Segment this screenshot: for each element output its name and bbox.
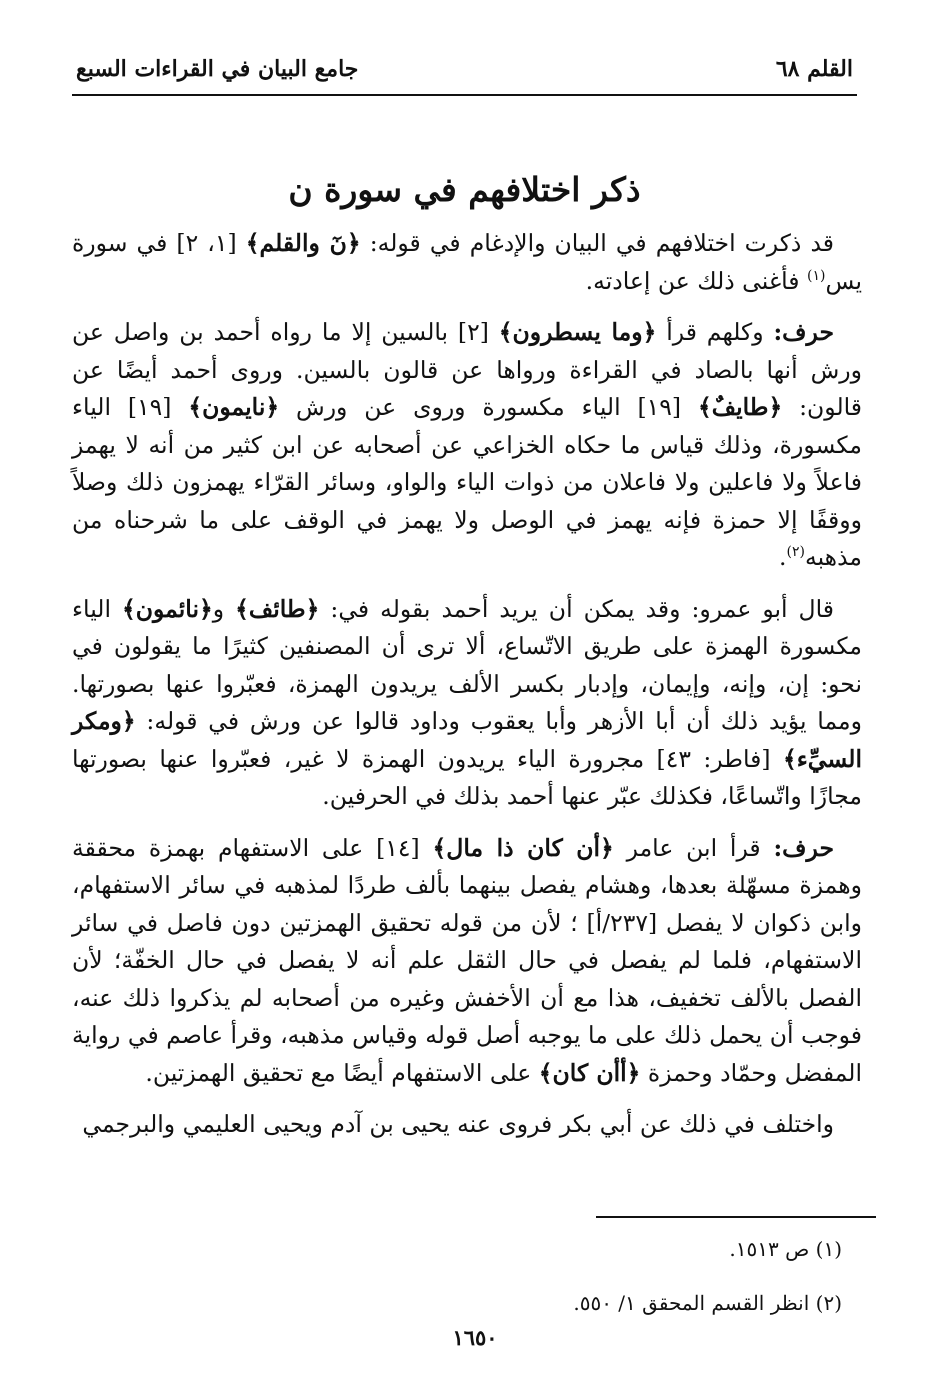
quran-citation: ﴿نايمون﴾ <box>188 393 280 421</box>
page-number: ١٦٥٠ <box>452 1325 498 1350</box>
text-span: قال أبو عمرو: وقد يمكن أن يريد أحمد بقوله في: <box>319 594 835 623</box>
text-span: [٢] بالسين إلا ما رواه أحمد بن واصل عن ورش أنها بالصاد في القراءة ورواها عن قالون بالسين. وروى أحمد أيضًا عن قالون: <box>72 318 863 421</box>
quran-citation: ﴿طايفٌ﴾ <box>697 393 783 421</box>
footnotes <box>72 1232 842 1340</box>
text-span: قرأ ابن عامر <box>613 833 774 862</box>
quran-citation: ﴿نائمون﴾ <box>122 594 213 623</box>
harf-label: حرف: <box>773 318 834 346</box>
paragraph-4 <box>72 830 862 1093</box>
quran-citation: ﴿أن كان ذا مال﴾ <box>432 833 614 862</box>
quran-citation: ﴿نٓ والقلم﴾ <box>245 229 361 257</box>
quran-citation: ﴿أأن كان﴾ <box>538 1058 641 1087</box>
quran-citation: ﴿وما يسطرون﴾ <box>498 318 657 346</box>
text-span: . <box>779 543 787 571</box>
text-span: [١، ٢] في سورة يس <box>72 229 862 295</box>
text-span: واختلف في ذلك عن أبي بكر فروى عنه يحيى بن آدم ويحيى العليمي والبرجمي <box>82 1110 834 1138</box>
main-text <box>72 225 862 1158</box>
paragraph-2 <box>72 314 862 577</box>
footnote-marker: (١) <box>807 267 826 284</box>
text-span: وكلهم قرأ <box>656 318 774 346</box>
header-book-title: جامع البيان في القراءات السبع <box>76 56 359 82</box>
running-header <box>72 52 857 96</box>
text-span: [١٩] الياء مكسورة وروى عن ورش <box>279 393 698 421</box>
text-span: و <box>212 594 236 623</box>
text-span: [١٤] على الاستفهام بهمزة محققة وهمزة مسهّلة بعدها، وهشام يفصل بينهما بألف طردًا لمذهبه في سائر الاستفهام، وابن ذكوان لا يفصل [٢٣٧/أ] ؛ لأن من قوله تحقيق الهمزتين دون فاصل في سائر الاستفهام، فلما لم يفصل في حال الثقل علم أنه لا يفصل في حال الخفّة؛ لأن الفصل بالألف تخفيف، هذا مع أن الأخفش وغيره من أصحابه لم يذكروا ذلك عنه، فوجب أن يحمل ذلك على ما يوجبه أصل قوله وقياس مذهبه، وقرأ عاصم في رواية المفضل وحمّاد وحمزة <box>72 833 862 1087</box>
quran-citation: ﴿طائف﴾ <box>235 594 320 623</box>
text-span: الياء مكسورة الهمزة على طريق الاتّساع، ألا ترى أن المصنفين كثيرًا ما يقولون في نحو: إن، وإنه، وإيمان، وإدبار بكسر الألف يريدون الهمزة، فعبّروا عنها بصورتها. ومما يؤيد ذلك أن أبا الأزهر وأبا يعقوب وداود قالوا عن ورش في قوله: <box>72 594 862 735</box>
paragraph-5 <box>72 1106 862 1144</box>
header-surah: القلم ٦٨ <box>775 56 853 82</box>
footnote-1: (١) ص ١٥١٣. <box>729 1237 842 1261</box>
harf-label: حرف: <box>773 833 835 862</box>
text-span: قد ذكرت اختلافهم في البيان والإدغام في قوله: <box>360 229 835 257</box>
paragraph-1 <box>72 225 862 300</box>
section-title: ذكر اختلافهم في سورة ن <box>288 170 641 209</box>
footnote-separator <box>596 1216 876 1218</box>
text-span: على الاستفهام أيضًا مع تحقيق الهمزتين. <box>145 1058 539 1087</box>
paragraph-3 <box>72 591 862 816</box>
footnote-2: (٢) انظر القسم المحقق ١/ ٥٥٠. <box>573 1291 842 1315</box>
footnote-marker: (٢) <box>786 544 805 561</box>
text-span: [١٩] الياء مكسورة، وذلك قياس ما حكاه الخزاعي عن أصحابه عن ابن كثير من أنه لا يهمز فاعلاً ولا فاعلين ولا فاعلان من ذوات الياء والواو، وسائر القرّاء يهمزون ذلك وصلاً ووقفًا إلا حمزة فإنه يهمز في الوصل ولا يهمز في الوقف على ما شرحناه من مذهبه <box>72 393 862 571</box>
quran-citation: ﴿ومكر السيِّء﴾ <box>72 707 862 773</box>
text-span: فأغنى ذلك عن إعادته. <box>585 266 808 295</box>
text-span: [فاطر: ٤٣] مجرورة الياء يريدون الهمزة لا غير، فعبّروا عنها بصورتها مجازًا واتّساعًا، فكذلك عبّر عنها أحمد بذلك في الحرفين. <box>72 744 862 810</box>
